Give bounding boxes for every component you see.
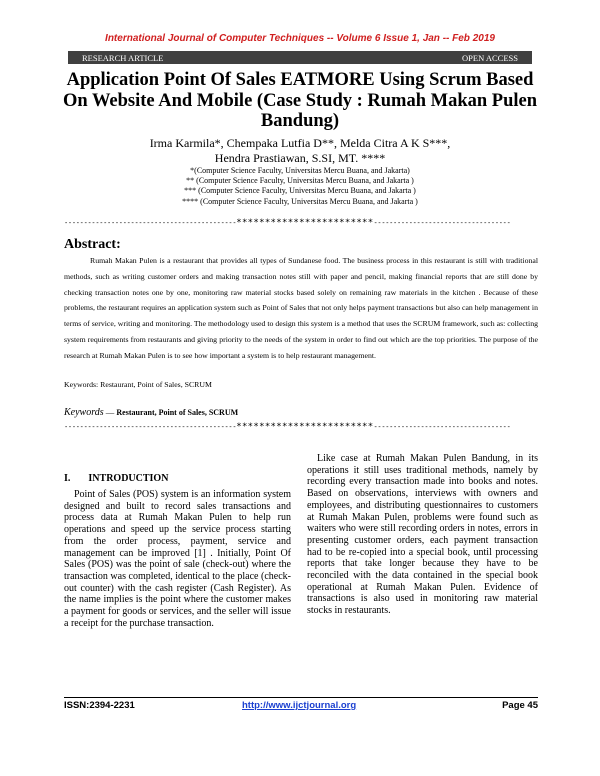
section-title: INTRODUCTION — [88, 473, 169, 484]
author-list — [50, 136, 550, 165]
article-type-label: RESEARCH ARTICLE — [82, 52, 164, 63]
keywords-value: Restaurant, Point of Sales, SCRUM — [116, 408, 239, 417]
keywords-line: Keywords — Restaurant, Point of Sales, SCRUM — [64, 407, 239, 418]
keywords-label: Keywords — [64, 407, 104, 418]
journal-url-link[interactable]: http://www.ijctjournal.org — [242, 700, 357, 711]
abstract-keywords: Keywords: Restaurant, Point of Sales, SCRUM — [64, 380, 212, 389]
affiliation-item: ** (Computer Science Faculty, Universitas Mercu Buana, and Jakarta ) — [186, 176, 414, 186]
authors-line-1: Irma Karmila*, Chempaka Lutfia D**, Melda Citra A K S***, — [149, 136, 451, 150]
affiliation-list — [50, 166, 550, 207]
paper-title: Application Point Of Sales EATMORE Using Scrum Based On Website And Mobile (Case Study : Rumah Makan Pulen Bandung) — [62, 70, 538, 131]
article-banner — [68, 51, 532, 64]
affiliation-item: **** (Computer Science Faculty, Universitas Mercu Buana, and Jakarta ) — [182, 196, 418, 206]
separator-bottom: --------------------------------------------************************----------------------------------- — [64, 422, 511, 432]
journal-header: International Journal of Computer Techniques -- Volume 6 Issue 1, Jan -- Feb 2019 — [105, 33, 495, 44]
section-heading-introduction — [64, 473, 186, 484]
abstract-heading: Abstract: — [64, 237, 121, 252]
page-footer — [64, 700, 538, 712]
affiliation-item: *(Computer Science Faculty, Universitas Mercu Buana, and Jakarta) — [190, 166, 410, 175]
issn-label: ISSN:2394-2231 — [64, 700, 135, 711]
authors-line-2: Hendra Prastiawan, S.SI, MT. **** — [214, 150, 386, 165]
abstract-body: Rumah Makan Pulen is a restaurant that provides all types of Sundanese food. The business process in this restaurant is still with traditional methods, such as writing customer orders and making transaction notes still with paper and pencil, making financial reports that are still done by checking transaction notes one by one, monitoring raw material stocks based solely on remaining raw materials in the kitchen . Because of these problems, the restaurant requires an application system such as Point of Sales that not only helps payment transactions but also can help management in terms of service, writing and monitoring. The methodology used to design this system is a method that uses the SCRUM framework, such as: collecting system requirements from restaurants and giving priority to the needs of the system in order to find out which are the top priorities. The purpose of the research at Rumah Makan Pulen is to see how important a system is to help restaurant management. — [64, 256, 538, 360]
affiliation-item: *** (Computer Science Faculty, Universitas Mercu Buana, and Jakarta ) — [184, 186, 416, 196]
separator-top: --------------------------------------------************************----------------------------------- — [64, 218, 511, 228]
intro-right-column: Like case at Rumah Makan Pulen Bandung, in its operations it still uses traditional methods, namely by recording every transaction made into books and notes. Based on observations, interviews with owners and employees, and distributing questionnaires to customers at Rumah Makan Pulen, problems were found such as waiters who were still recording orders in notes, errors in presenting customer orders, each payment transaction had to be re-copied into a special book, until processing reports that take longer because they have to be reconciled with the data contained in the special book operational at Rumah Makan Pulen. Evidence of transactions is also used in monitoring raw material stocks in restaurants. — [307, 453, 538, 617]
footer-rule — [64, 697, 538, 698]
section-number: I. — [64, 473, 71, 484]
intro-left-column: Point of Sales (POS) system is an information system designed and built to record sales transactions and process data at Rumah Makan Pulen to help run operations and speed up the service process starting from the order process, payment, service and management can be improved [1] . Initially, Point Of Sales (POS) was the point of sale (check-out) where the transaction was completed, identical to the place (check-out counter) with the cash register (Cash Register). As the name implies is the point where the customer makes a payment for goods or services, and the seller will issue a receipt for the purchase transaction. — [64, 489, 291, 629]
page-number: Page 45 — [502, 700, 538, 711]
open-access-label: OPEN ACCESS — [462, 52, 518, 63]
